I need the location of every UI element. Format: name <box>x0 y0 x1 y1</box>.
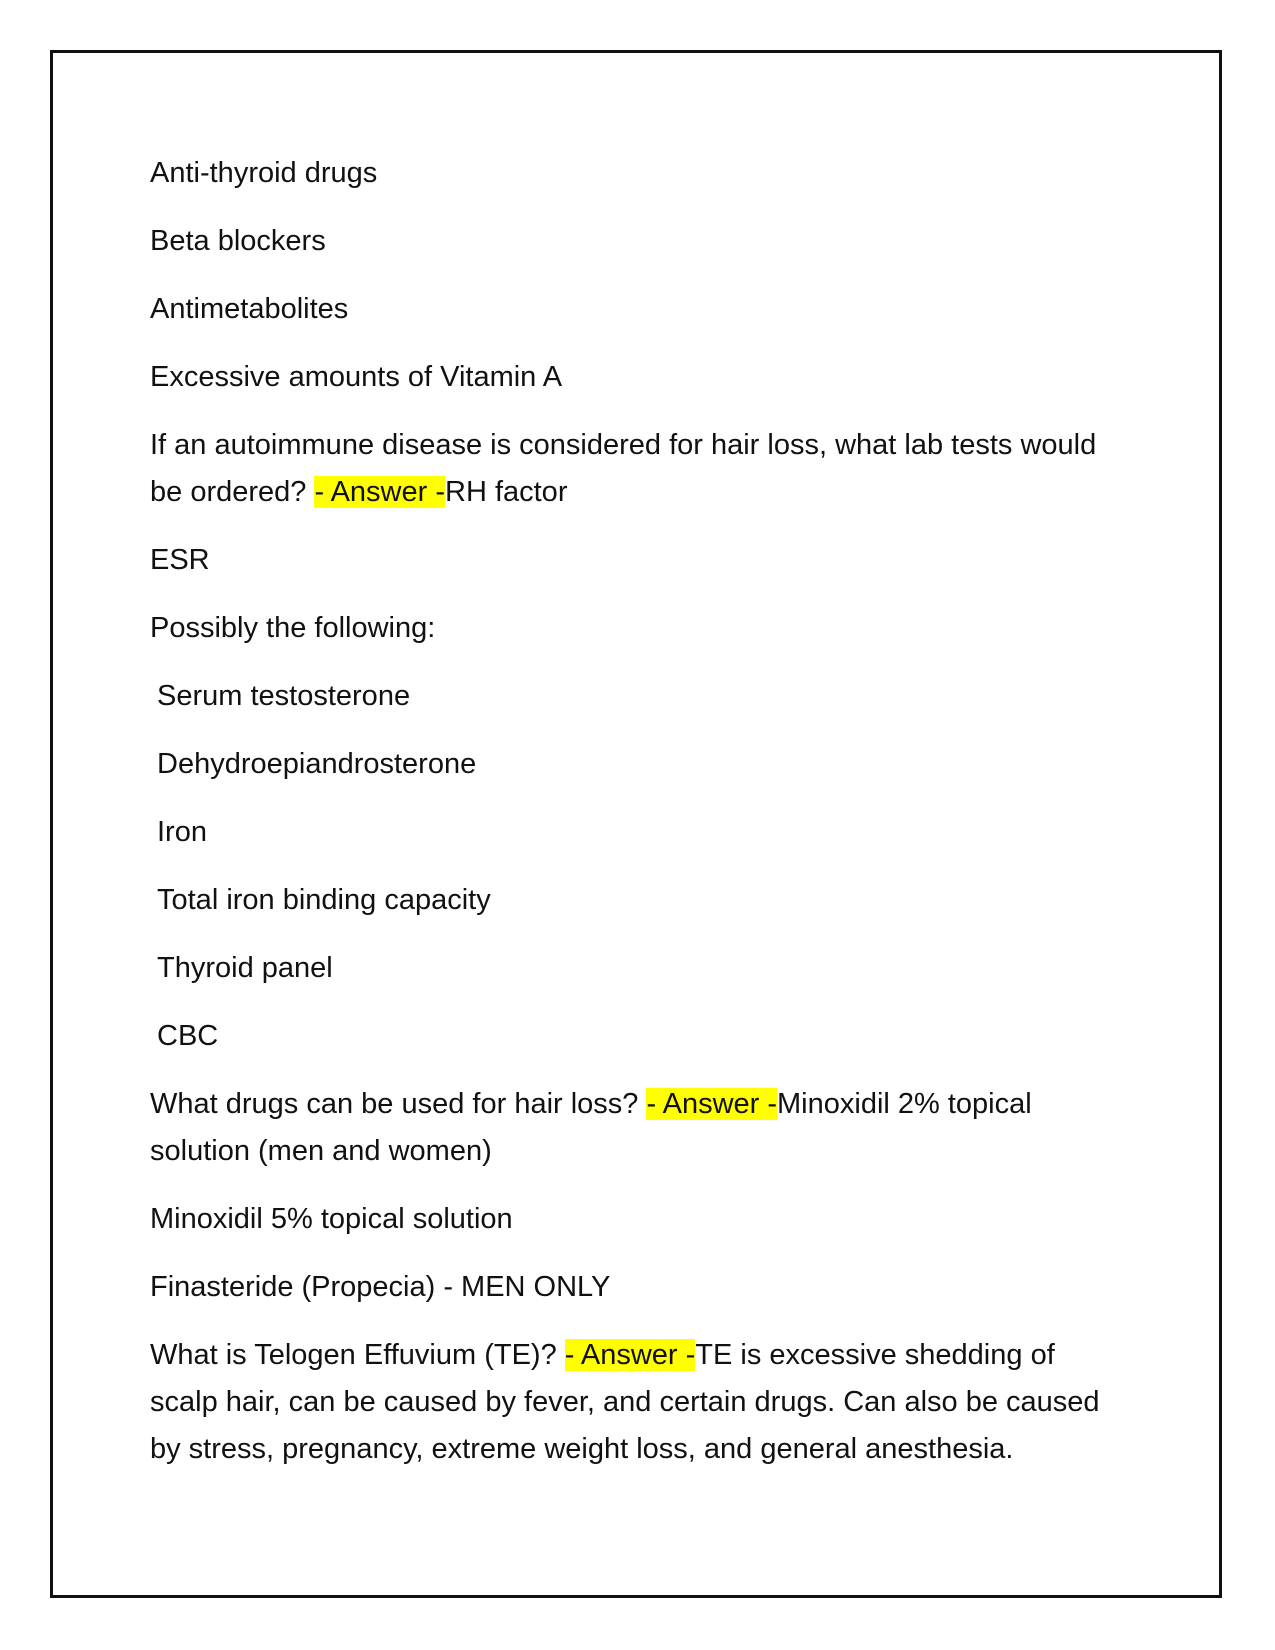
lab-test-item: Dehydroepiandrosterone <box>157 748 477 780</box>
question-text: If an autoimmune disease is considered for hair loss, what lab tests would be ordered? <box>150 429 1097 508</box>
text-line: Minoxidil 5% topical solution <box>150 1203 513 1235</box>
question-text: What drugs can be used for hair loss? <box>150 1088 647 1120</box>
document-body <box>150 150 1130 1494</box>
lab-test-item: Iron <box>157 816 207 848</box>
lab-test-item: Serum testosterone <box>157 680 411 712</box>
lab-test-item: CBC <box>157 1020 219 1052</box>
answer-highlight: - Answer - <box>646 1088 778 1120</box>
text-line: Finasteride (Propecia) - MEN ONLY <box>150 1271 611 1303</box>
text-line: Antimetabolites <box>150 293 349 325</box>
answer-text: Minoxidil 2% topical solution (men and women) <box>150 1088 1032 1167</box>
text-line: Beta blockers <box>150 225 326 257</box>
answer-highlight: - Answer - <box>314 476 445 508</box>
qa-autoimmune-labs <box>150 422 1130 516</box>
answer-text: RH factor <box>445 476 568 508</box>
text-line: ESR <box>150 544 210 576</box>
lab-test-item: Total iron binding capacity <box>157 884 491 916</box>
qa-telogen-effluvium <box>150 1332 1130 1473</box>
answer-text: TE is excessive shedding of scalp hair, can be caused by fever, and certain drugs. Can also be caused by stress, pregnancy, extreme weight loss, and general anesthesia. <box>150 1339 1100 1465</box>
answer-highlight: - Answer - <box>564 1339 696 1371</box>
text-line: Excessive amounts of Vitamin A <box>150 361 563 393</box>
question-text: What is Telogen Effuvium (TE)? <box>150 1339 565 1371</box>
text-line: Possibly the following: <box>150 612 436 644</box>
text-line: Anti-thyroid drugs <box>150 157 378 189</box>
qa-hair-loss-drugs <box>150 1081 1130 1175</box>
lab-test-item: Thyroid panel <box>157 952 333 984</box>
